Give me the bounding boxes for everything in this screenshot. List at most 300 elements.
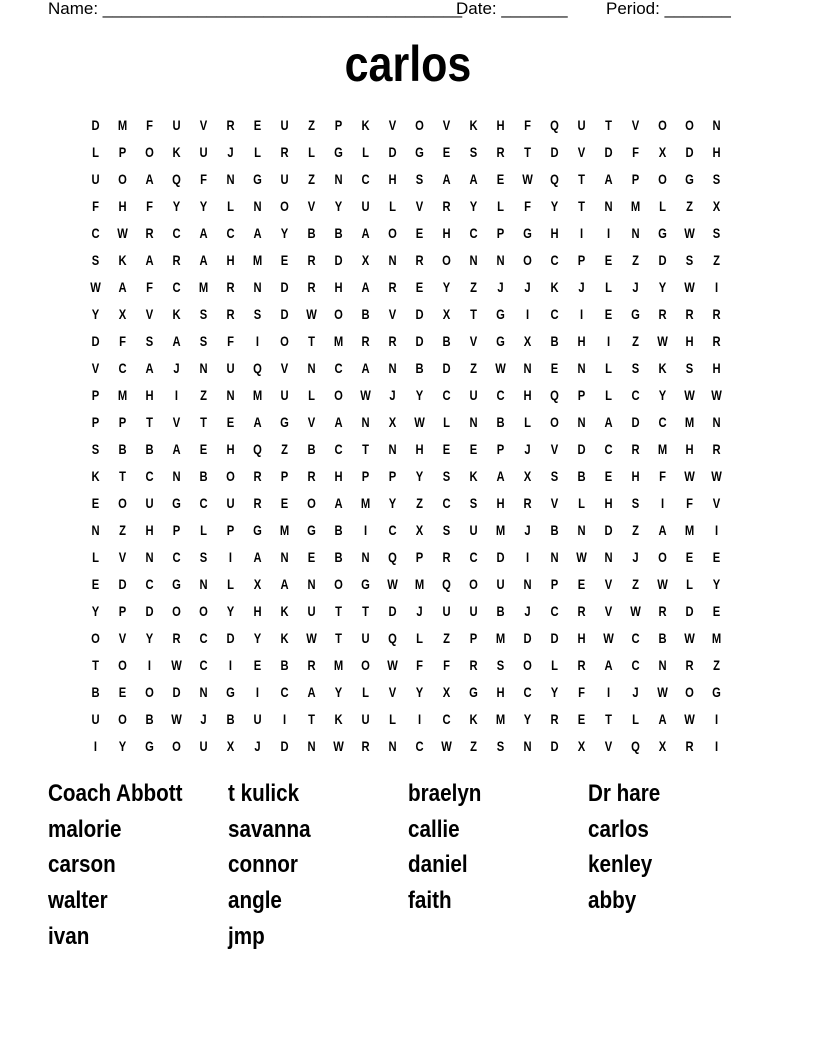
grid-letter: R — [388, 279, 397, 295]
grid-letter: U — [226, 360, 235, 376]
grid-letter: W — [684, 630, 695, 646]
grid-letter: A — [199, 252, 208, 268]
grid-letter: J — [632, 549, 639, 565]
grid-letter: I — [255, 333, 260, 349]
grid-letter: V — [199, 117, 208, 133]
grid-letter: J — [524, 522, 531, 538]
grid-row — [82, 679, 730, 706]
grid-letter: I — [606, 684, 611, 700]
grid-letter: U — [199, 144, 208, 160]
grid-letter: G — [712, 684, 721, 700]
grid-letter: C — [334, 441, 343, 457]
grid-letter: R — [496, 144, 505, 160]
grid-letter: O — [226, 468, 235, 484]
grid-letter: N — [658, 657, 667, 673]
grid-letter: Z — [200, 387, 207, 403]
grid-letter: L — [200, 522, 207, 538]
grid-row — [82, 301, 730, 328]
grid-letter: K — [280, 603, 289, 619]
grid-letter: K — [172, 306, 181, 322]
grid-letter: Q — [631, 738, 640, 754]
grid-letter: W — [387, 576, 398, 592]
grid-letter: G — [253, 522, 262, 538]
grid-letter: N — [604, 549, 613, 565]
grid-letter: I — [579, 306, 584, 322]
grid-letter: J — [524, 279, 531, 295]
grid-letter: M — [360, 495, 371, 511]
grid-letter: P — [577, 252, 586, 268]
grid-letter: H — [685, 333, 694, 349]
grid-letter: Y — [415, 387, 424, 403]
grid-letter: N — [307, 738, 316, 754]
grid-row — [82, 274, 730, 301]
grid-letter: A — [604, 414, 613, 430]
grid-letter: K — [469, 711, 478, 727]
grid-letter: P — [118, 414, 127, 430]
grid-letter: V — [604, 603, 613, 619]
grid-letter: S — [91, 441, 100, 457]
grid-letter: B — [658, 630, 667, 646]
grid-letter: D — [280, 306, 289, 322]
grid-letter: Q — [442, 576, 451, 592]
grid-letter: V — [469, 333, 478, 349]
grid-letter: V — [442, 117, 451, 133]
grid-letter: V — [712, 495, 721, 511]
grid-letter: M — [684, 522, 695, 538]
grid-letter: J — [416, 603, 423, 619]
grid-letter: O — [280, 198, 289, 214]
grid-letter: H — [712, 360, 721, 376]
grid-letter: O — [361, 657, 370, 673]
grid-letter: Q — [253, 360, 262, 376]
grid-letter: R — [226, 117, 235, 133]
grid-letter: O — [523, 657, 532, 673]
grid-letter: D — [91, 333, 100, 349]
grid-letter: B — [280, 657, 289, 673]
word-bank-item: ivan — [48, 922, 90, 950]
grid-letter: O — [91, 630, 100, 646]
grid-letter: B — [550, 333, 559, 349]
grid-letter: D — [226, 630, 235, 646]
grid-letter: O — [388, 225, 397, 241]
grid-letter: N — [361, 414, 370, 430]
grid-letter: H — [712, 144, 721, 160]
grid-letter: A — [442, 171, 451, 187]
grid-letter: W — [171, 657, 182, 673]
grid-letter: T — [605, 711, 612, 727]
grid-letter: O — [685, 684, 694, 700]
grid-letter: O — [172, 738, 181, 754]
grid-letter: Y — [253, 630, 262, 646]
grid-letter: M — [414, 576, 425, 592]
grid-letter: Y — [469, 198, 478, 214]
grid-letter: H — [550, 225, 559, 241]
grid-letter: Y — [415, 684, 424, 700]
grid-letter: C — [226, 225, 235, 241]
grid-letter: T — [362, 441, 369, 457]
grid-letter: W — [684, 711, 695, 727]
grid-row — [82, 436, 730, 463]
grid-letter: K — [550, 279, 559, 295]
word-bank-item: callie — [408, 815, 460, 843]
grid-letter: S — [199, 306, 208, 322]
grid-letter: H — [226, 252, 235, 268]
grid-letter: Q — [253, 441, 262, 457]
grid-letter: U — [280, 171, 289, 187]
grid-letter: C — [361, 171, 370, 187]
grid-letter: S — [496, 657, 505, 673]
grid-letter: P — [172, 522, 181, 538]
grid-letter: Z — [470, 360, 477, 376]
grid-letter: E — [604, 252, 613, 268]
grid-letter: E — [577, 576, 586, 592]
grid-letter: Y — [91, 306, 100, 322]
grid-letter: Y — [226, 603, 235, 619]
grid-letter: X — [361, 252, 370, 268]
grid-letter: R — [172, 630, 181, 646]
grid-letter: I — [579, 225, 584, 241]
grid-letter: A — [658, 711, 667, 727]
grid-letter: C — [523, 684, 532, 700]
grid-letter: X — [658, 738, 667, 754]
grid-letter: Y — [712, 576, 721, 592]
grid-row — [82, 220, 730, 247]
grid-letter: V — [307, 414, 316, 430]
grid-letter: U — [91, 711, 100, 727]
grid-letter: P — [226, 522, 235, 538]
grid-letter: U — [442, 603, 451, 619]
grid-letter: Z — [119, 522, 126, 538]
grid-letter: I — [606, 333, 611, 349]
grid-letter: T — [146, 414, 153, 430]
grid-letter: K — [172, 144, 181, 160]
grid-letter: J — [497, 279, 504, 295]
grid-letter: A — [469, 171, 478, 187]
word-bank-item: connor — [228, 851, 298, 879]
grid-letter: X — [226, 738, 235, 754]
grid-letter: N — [253, 198, 262, 214]
grid-letter: T — [200, 414, 207, 430]
grid-letter: D — [604, 144, 613, 160]
grid-row — [82, 652, 730, 679]
grid-letter: K — [469, 117, 478, 133]
grid-letter: Y — [550, 684, 559, 700]
grid-letter: T — [362, 603, 369, 619]
grid-letter: C — [145, 576, 154, 592]
grid-letter: A — [604, 171, 613, 187]
grid-letter: E — [604, 306, 613, 322]
grid-letter: V — [280, 360, 289, 376]
grid-letter: H — [577, 333, 586, 349]
grid-letter: O — [118, 657, 127, 673]
grid-letter: L — [308, 144, 315, 160]
grid-letter: F — [578, 684, 585, 700]
grid-letter: H — [496, 684, 505, 700]
grid-letter: N — [523, 360, 532, 376]
grid-row — [82, 328, 730, 355]
grid-letter: U — [469, 387, 478, 403]
grid-letter: C — [199, 657, 208, 673]
grid-letter: A — [199, 225, 208, 241]
grid-letter: O — [523, 252, 532, 268]
grid-letter: P — [469, 630, 478, 646]
grid-letter: T — [335, 630, 342, 646]
grid-letter: N — [577, 414, 586, 430]
grid-letter: X — [118, 306, 127, 322]
grid-letter: A — [361, 279, 370, 295]
grid-letter: N — [226, 387, 235, 403]
grid-letter: V — [388, 306, 397, 322]
word-bank-item: faith — [408, 887, 452, 915]
grid-letter: Y — [199, 198, 208, 214]
grid-letter: L — [389, 711, 396, 727]
grid-letter: Y — [280, 225, 289, 241]
grid-letter: H — [496, 117, 505, 133]
grid-letter: R — [712, 333, 721, 349]
grid-letter: K — [334, 711, 343, 727]
grid-letter: P — [334, 117, 343, 133]
grid-letter: B — [145, 711, 154, 727]
grid-letter: N — [496, 252, 505, 268]
grid-letter: Q — [550, 171, 559, 187]
grid-letter: J — [254, 738, 261, 754]
grid-letter: F — [443, 657, 450, 673]
grid-letter: A — [334, 414, 343, 430]
grid-letter: G — [307, 522, 316, 538]
grid-letter: M — [117, 387, 128, 403]
grid-row — [82, 409, 730, 436]
grid-letter: C — [172, 549, 181, 565]
grid-letter: Y — [658, 279, 667, 295]
grid-letter: M — [630, 198, 641, 214]
grid-letter: U — [361, 630, 370, 646]
grid-letter: N — [145, 549, 154, 565]
grid-letter: S — [685, 252, 694, 268]
grid-letter: N — [91, 522, 100, 538]
grid-letter: M — [333, 657, 344, 673]
grid-letter: I — [714, 711, 719, 727]
grid-letter: H — [496, 495, 505, 511]
grid-letter: W — [684, 468, 695, 484]
grid-letter: V — [118, 630, 127, 646]
grid-letter: A — [604, 657, 613, 673]
grid-letter: C — [496, 387, 505, 403]
grid-letter: P — [118, 144, 127, 160]
grid-letter: X — [523, 468, 532, 484]
grid-row — [82, 490, 730, 517]
grid-letter: N — [388, 738, 397, 754]
grid-letter: M — [279, 522, 290, 538]
grid-letter: F — [200, 171, 207, 187]
grid-letter: Z — [686, 198, 693, 214]
grid-letter: W — [306, 630, 317, 646]
grid-letter: Y — [145, 630, 154, 646]
grid-letter: L — [686, 576, 693, 592]
grid-letter: L — [605, 279, 612, 295]
grid-letter: F — [146, 279, 153, 295]
grid-letter: Z — [632, 252, 639, 268]
grid-letter: K — [361, 117, 370, 133]
grid-letter: A — [496, 468, 505, 484]
letter-grid — [82, 112, 730, 760]
grid-letter: G — [253, 171, 262, 187]
grid-letter: I — [147, 657, 152, 673]
grid-letter: B — [442, 333, 451, 349]
period-field: Period: _______ — [606, 0, 731, 18]
grid-letter: S — [442, 468, 451, 484]
grid-letter: V — [415, 198, 424, 214]
grid-letter: W — [630, 603, 641, 619]
grid-letter: T — [524, 144, 531, 160]
grid-letter: H — [145, 522, 154, 538]
grid-row — [82, 706, 730, 733]
grid-letter: M — [657, 441, 668, 457]
grid-letter: O — [469, 576, 478, 592]
grid-letter: I — [714, 279, 719, 295]
grid-letter: W — [684, 387, 695, 403]
grid-letter: L — [389, 198, 396, 214]
grid-letter: E — [712, 549, 721, 565]
grid-letter: N — [388, 252, 397, 268]
grid-letter: W — [522, 171, 533, 187]
grid-letter: Z — [632, 333, 639, 349]
grid-letter: Q — [388, 630, 397, 646]
grid-letter: F — [227, 333, 234, 349]
grid-letter: G — [685, 171, 694, 187]
grid-letter: C — [631, 657, 640, 673]
grid-letter: F — [92, 198, 99, 214]
grid-letter: I — [228, 549, 233, 565]
grid-letter: H — [334, 468, 343, 484]
grid-letter: N — [199, 576, 208, 592]
grid-letter: E — [307, 549, 316, 565]
grid-letter: V — [604, 738, 613, 754]
grid-row — [82, 463, 730, 490]
grid-letter: R — [388, 333, 397, 349]
grid-letter: B — [496, 414, 505, 430]
grid-row — [82, 517, 730, 544]
grid-letter: O — [442, 252, 451, 268]
grid-letter: U — [145, 495, 154, 511]
grid-letter: F — [524, 117, 531, 133]
grid-letter: G — [226, 684, 235, 700]
grid-letter: Z — [470, 279, 477, 295]
grid-letter: Z — [713, 657, 720, 673]
grid-letter: L — [227, 198, 234, 214]
grid-letter: W — [576, 549, 587, 565]
grid-letter: U — [361, 198, 370, 214]
grid-letter: N — [712, 117, 721, 133]
grid-letter: T — [578, 198, 585, 214]
grid-letter: F — [416, 657, 423, 673]
grid-letter: T — [308, 333, 315, 349]
grid-letter: L — [551, 657, 558, 673]
grid-letter: D — [388, 144, 397, 160]
grid-letter: P — [388, 468, 397, 484]
grid-letter: S — [199, 549, 208, 565]
grid-letter: J — [632, 684, 639, 700]
grid-letter: H — [631, 468, 640, 484]
word-bank-item: abby — [588, 887, 637, 915]
grid-letter: I — [714, 522, 719, 538]
word-bank-item: savanna — [228, 815, 311, 843]
grid-letter: U — [577, 117, 586, 133]
word-bank-item: t kulick — [228, 780, 300, 807]
grid-letter: U — [253, 711, 262, 727]
grid-letter: X — [253, 576, 262, 592]
grid-letter: H — [118, 198, 127, 214]
grid-letter: Y — [334, 684, 343, 700]
grid-letter: O — [550, 414, 559, 430]
grid-letter: R — [658, 603, 667, 619]
grid-letter: C — [145, 468, 154, 484]
grid-letter: R — [361, 738, 370, 754]
grid-letter: M — [495, 522, 506, 538]
grid-letter: D — [280, 738, 289, 754]
grid-letter: R — [280, 144, 289, 160]
grid-letter: O — [172, 603, 181, 619]
grid-letter: R — [172, 252, 181, 268]
grid-letter: B — [91, 684, 100, 700]
grid-letter: V — [550, 441, 559, 457]
grid-letter: E — [442, 144, 451, 160]
grid-letter: X — [442, 306, 451, 322]
grid-letter: A — [172, 441, 181, 457]
grid-letter: D — [442, 360, 451, 376]
grid-letter: W — [333, 738, 344, 754]
grid-letter: C — [658, 414, 667, 430]
grid-letter: S — [91, 252, 100, 268]
grid-letter: B — [577, 468, 586, 484]
grid-letter: C — [172, 225, 181, 241]
grid-letter: Q — [388, 549, 397, 565]
grid-letter: V — [118, 549, 127, 565]
grid-letter: Z — [632, 576, 639, 592]
grid-letter: V — [91, 360, 100, 376]
grid-letter: C — [550, 252, 559, 268]
grid-letter: M — [198, 279, 209, 295]
grid-letter: S — [496, 738, 505, 754]
grid-letter: R — [685, 657, 694, 673]
grid-letter: S — [550, 468, 559, 484]
grid-letter: C — [91, 225, 100, 241]
grid-letter: Y — [334, 198, 343, 214]
grid-letter: N — [523, 738, 532, 754]
grid-letter: P — [415, 549, 424, 565]
grid-letter: P — [550, 576, 559, 592]
grid-letter: C — [631, 387, 640, 403]
grid-letter: L — [254, 144, 261, 160]
grid-letter: D — [685, 144, 694, 160]
word-bank-item: Coach Abbott — [48, 780, 183, 807]
grid-letter: D — [118, 576, 127, 592]
grid-letter: I — [660, 495, 665, 511]
grid-letter: A — [253, 225, 262, 241]
grid-letter: O — [118, 711, 127, 727]
grid-letter: S — [685, 360, 694, 376]
grid-letter: R — [631, 441, 640, 457]
grid-letter: P — [631, 171, 640, 187]
grid-letter: F — [146, 198, 153, 214]
grid-letter: B — [334, 225, 343, 241]
grid-letter: L — [362, 144, 369, 160]
grid-letter: P — [91, 387, 100, 403]
grid-letter: D — [631, 414, 640, 430]
grid-letter: R — [226, 306, 235, 322]
grid-letter: V — [145, 306, 154, 322]
grid-letter: F — [524, 198, 531, 214]
grid-letter: I — [714, 738, 719, 754]
